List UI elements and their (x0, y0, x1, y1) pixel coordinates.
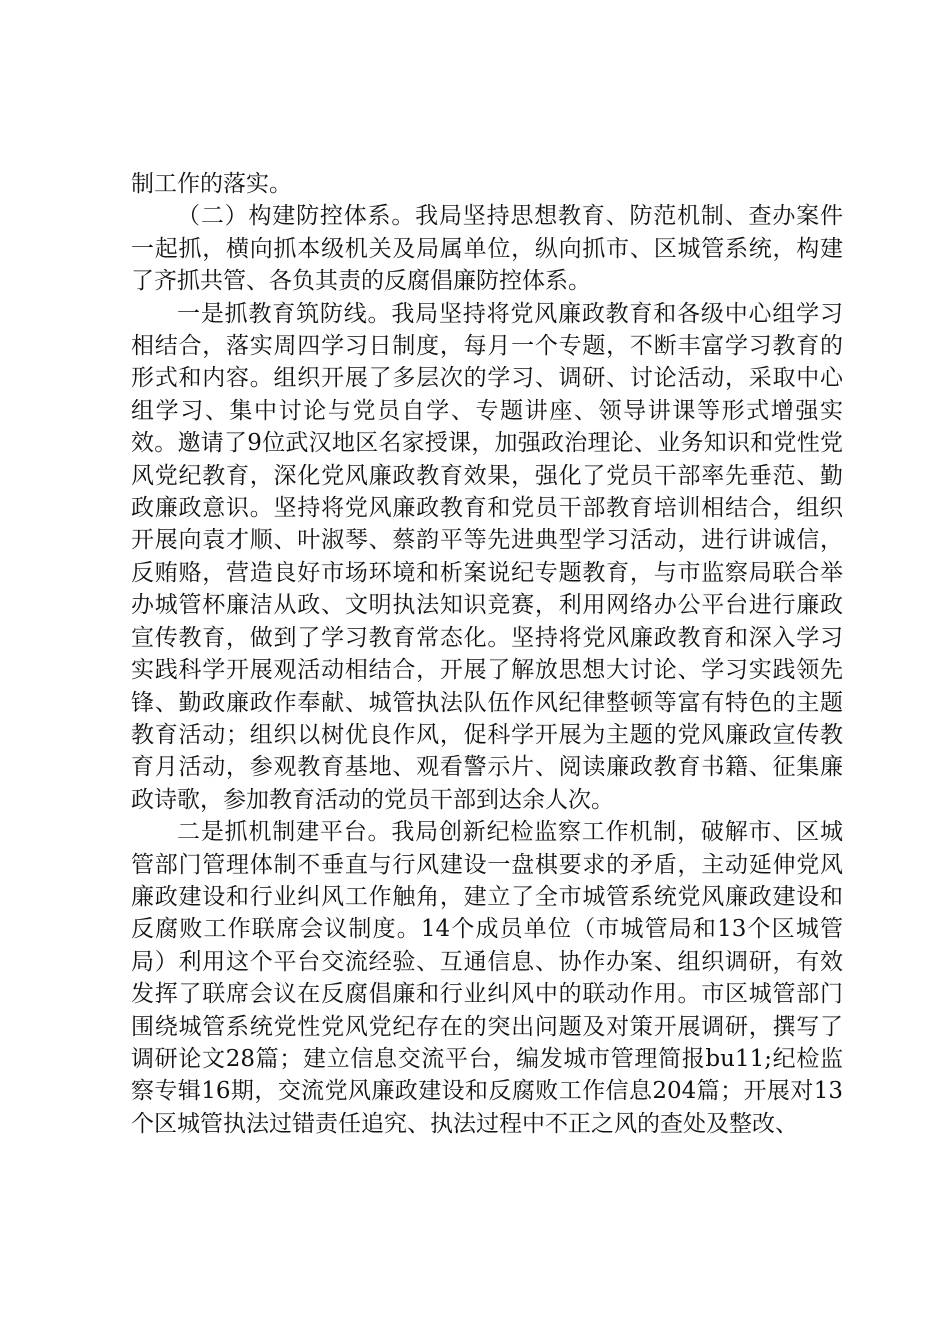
document-body (131, 168, 843, 1140)
paragraph-education: 一是抓教育筑防线。我局坚持将党风廉政教育和各级中心组学习相结合，落实周四学习日制度，每月一个专题，不断丰富学习教育的形式和内容。组织开展了多层次的学习、调研、讨论活动，采取中心组学习、集中讨论与党员自学、专题讲座、领导讲课等形式增强实效。邀请了9位武汉地区名家授课，加强政治理论、业务知识和党性党风党纪教育，深化党风廉政教育效果，强化了党员干部率先垂范、勤政廉政意识。坚持将党风廉政教育和党员干部教育培训相结合，组织开展向袁才顺、叶淑琴、蔡韵平等先进典型学习活动，进行讲诚信，反贿赂，营造良好市场环境和析案说纪专题教育，与市监察局联合举办城管杯廉洁从政、文明执法知识竞赛，利用网络办公平台进行廉政宣传教育，做到了学习教育常态化。坚持将党风廉政教育和深入学习实践科学开展观活动相结合，开展了解放思想大讨论、学习实践领先锋、勤政廉政作奉献、城管执法队伍作风纪律整顿等富有特色的主题教育活动；组织以树优良作风，促科学开展为主题的党风廉政宣传教育月活动，参观教育基地、观看警示片、阅读廉政教育书籍、征集廉政诗歌，参加教育活动的党员干部到达余人次。 (131, 300, 843, 813)
paragraph-section-2-heading: （二）构建防控体系。我局坚持思想教育、防范机制、查办案件一起抓，横向抓本级机关及局属单位，纵向抓市、区城管系统，构建了齐抓共管、各负其责的反腐倡廉防控体系。 (131, 203, 843, 295)
paragraph-mechanism: 二是抓机制建平台。我局创新纪检监察工作机制，破解市、区城管部门管理体制不垂直与行风建设一盘棋要求的矛盾，主动延伸党风廉政建设和行业纠风工作触角，建立了全市城管系统党风廉政建设和反腐败工作联席会议制度。14个成员单位（市城管局和13个区城管局）利用这个平台交流经验、互通信息、协作办案、组织调研，有效发挥了联席会议在反腐倡廉和行业纠风中的联动作用。市区城管部门围绕城管系统党性党风党纪存在的突出问题及对策开展调研，撰写了调研论文28篇；建立信息交流平台，编发城市管理简报bu11;纪检监察专辑16期，交流党风廉政建设和反腐败工作信息204篇；开展对13个区城管执法过错责任追究、执法过程中不正之风的查处及整改、 (131, 819, 843, 1137)
paragraph-continuation: 制工作的落实。 (131, 171, 292, 197)
